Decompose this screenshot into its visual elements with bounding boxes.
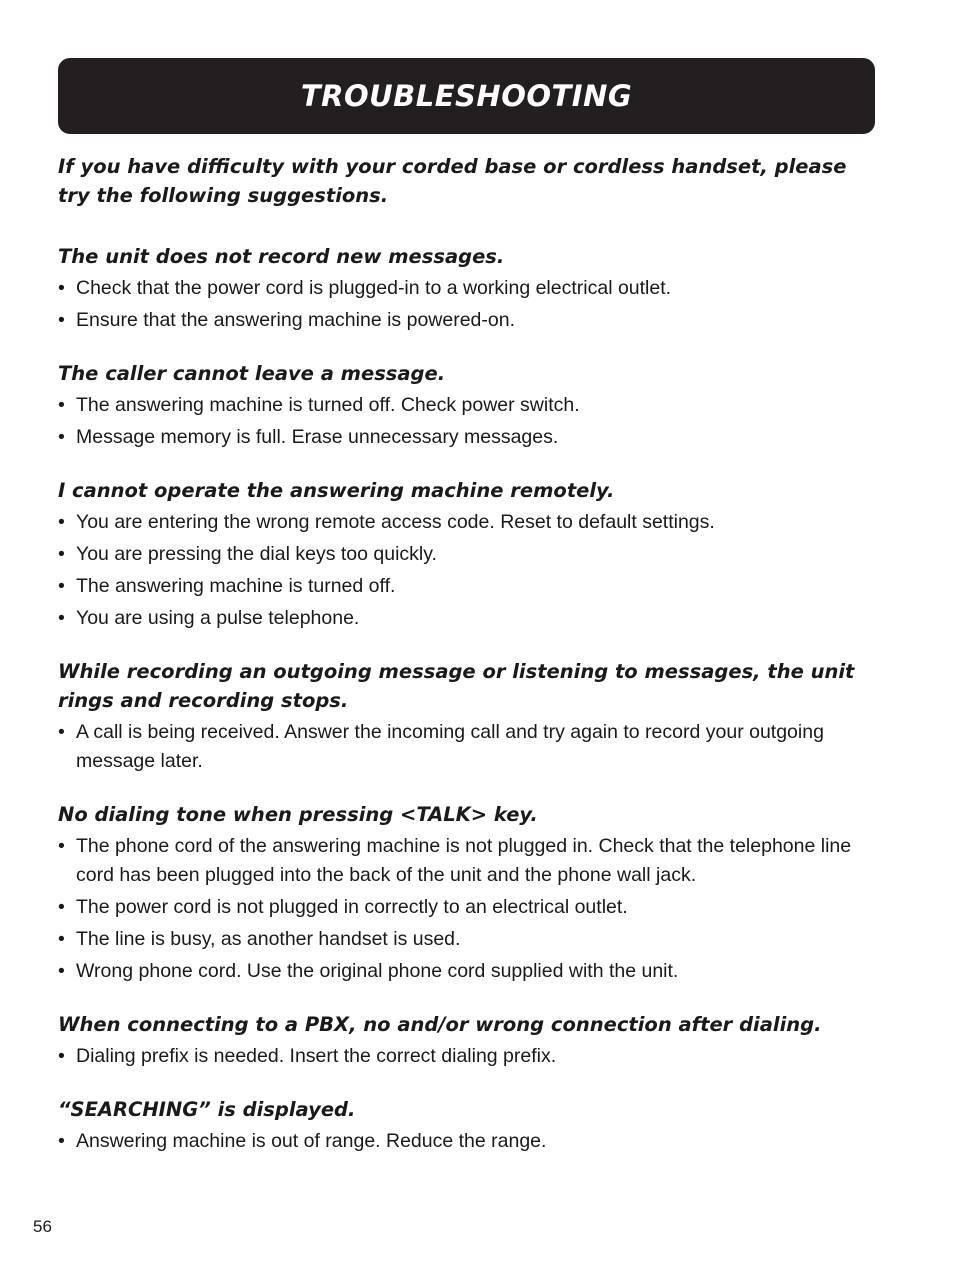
bullet-icon: • [58, 960, 65, 982]
solution-item [58, 718, 878, 776]
solution-item [58, 572, 878, 601]
solution-item [58, 508, 878, 537]
problem-heading: No dialing tone when pressing <TALK> key. [58, 803, 538, 826]
solution-item [58, 391, 878, 420]
intro-text: If you have difficulty with your corded base or cordless handset, please try the following suggestions. [58, 155, 847, 207]
solution-text: Message memory is full. Erase unnecessary messages. [76, 426, 559, 448]
solution-text: Answering machine is out of range. Reduce the range. [76, 1130, 547, 1152]
solution-list [58, 391, 878, 452]
solution-item [58, 1042, 878, 1071]
solution-text: The phone cord of the answering machine is not plugged in. Check that the telephone line cord has been plugged into the back of the unit and the phone wall jack. [76, 835, 852, 886]
problem-heading: I cannot operate the answering machine remotely. [58, 479, 615, 502]
problem-heading: “SEARCHING” is displayed. [58, 1098, 356, 1121]
solution-text: The power cord is not plugged in correctly to an electrical outlet. [76, 896, 628, 918]
bullet-icon: • [58, 511, 65, 533]
solution-item [58, 832, 878, 890]
solution-item [58, 1127, 878, 1156]
bullet-icon: • [58, 277, 65, 299]
solution-list [58, 1042, 878, 1071]
bullet-icon: • [58, 896, 65, 918]
solution-list [58, 274, 878, 335]
bullet-icon: • [58, 575, 65, 597]
bullet-icon: • [58, 394, 65, 416]
solution-text: The line is busy, as another handset is used. [76, 928, 461, 950]
solution-text: You are using a pulse telephone. [76, 607, 360, 629]
title-banner [58, 58, 875, 134]
troubleshooting-section [58, 657, 878, 776]
solution-item [58, 957, 878, 986]
solution-item [58, 423, 878, 452]
bullet-icon: • [58, 928, 65, 950]
solution-list [58, 718, 878, 776]
troubleshooting-section [58, 1010, 878, 1071]
bullet-icon: • [58, 835, 65, 857]
solution-item [58, 540, 878, 569]
troubleshooting-section [58, 476, 878, 633]
troubleshooting-section [58, 800, 878, 986]
solution-text: Dialing prefix is needed. Insert the correct dialing prefix. [76, 1045, 557, 1067]
solution-text: The answering machine is turned off. Check power switch. [76, 394, 580, 416]
solution-item [58, 274, 878, 303]
bullet-icon: • [58, 607, 65, 629]
solution-item [58, 925, 878, 954]
solution-text: Ensure that the answering machine is powered-on. [76, 309, 515, 331]
solution-item [58, 893, 878, 922]
problem-heading: When connecting to a PBX, no and/or wrong connection after dialing. [58, 1013, 822, 1036]
troubleshooting-content [58, 152, 878, 1159]
troubleshooting-sections [58, 242, 878, 1156]
bullet-icon: • [58, 1130, 65, 1152]
problem-heading: While recording an outgoing message or listening to messages, the unit rings and recording stops. [58, 660, 855, 712]
solution-text: You are pressing the dial keys too quickly. [76, 543, 437, 565]
bullet-icon: • [58, 426, 65, 448]
solution-item [58, 306, 878, 335]
solution-text: Check that the power cord is plugged-in to a working electrical outlet. [76, 277, 672, 299]
solution-list [58, 508, 878, 633]
solution-list [58, 1127, 878, 1156]
solution-list [58, 832, 878, 986]
bullet-icon: • [58, 721, 65, 743]
solution-text: You are entering the wrong remote access code. Reset to default settings. [76, 511, 715, 533]
bullet-icon: • [58, 543, 65, 565]
solution-text: The answering machine is turned off. [76, 575, 396, 597]
problem-heading: The unit does not record new messages. [58, 245, 505, 268]
troubleshooting-section [58, 1095, 878, 1156]
bullet-icon: • [58, 309, 65, 331]
solution-text: A call is being received. Answer the incoming call and try again to record your outgoing message later. [76, 721, 824, 772]
page-title: TROUBLESHOOTING [300, 79, 633, 113]
solution-item [58, 604, 878, 633]
solution-text: Wrong phone cord. Use the original phone cord supplied with the unit. [76, 960, 679, 982]
problem-heading: The caller cannot leave a message. [58, 362, 446, 385]
page-number: 56 [33, 1217, 52, 1236]
troubleshooting-section [58, 359, 878, 452]
bullet-icon: • [58, 1045, 65, 1067]
troubleshooting-section [58, 242, 878, 335]
